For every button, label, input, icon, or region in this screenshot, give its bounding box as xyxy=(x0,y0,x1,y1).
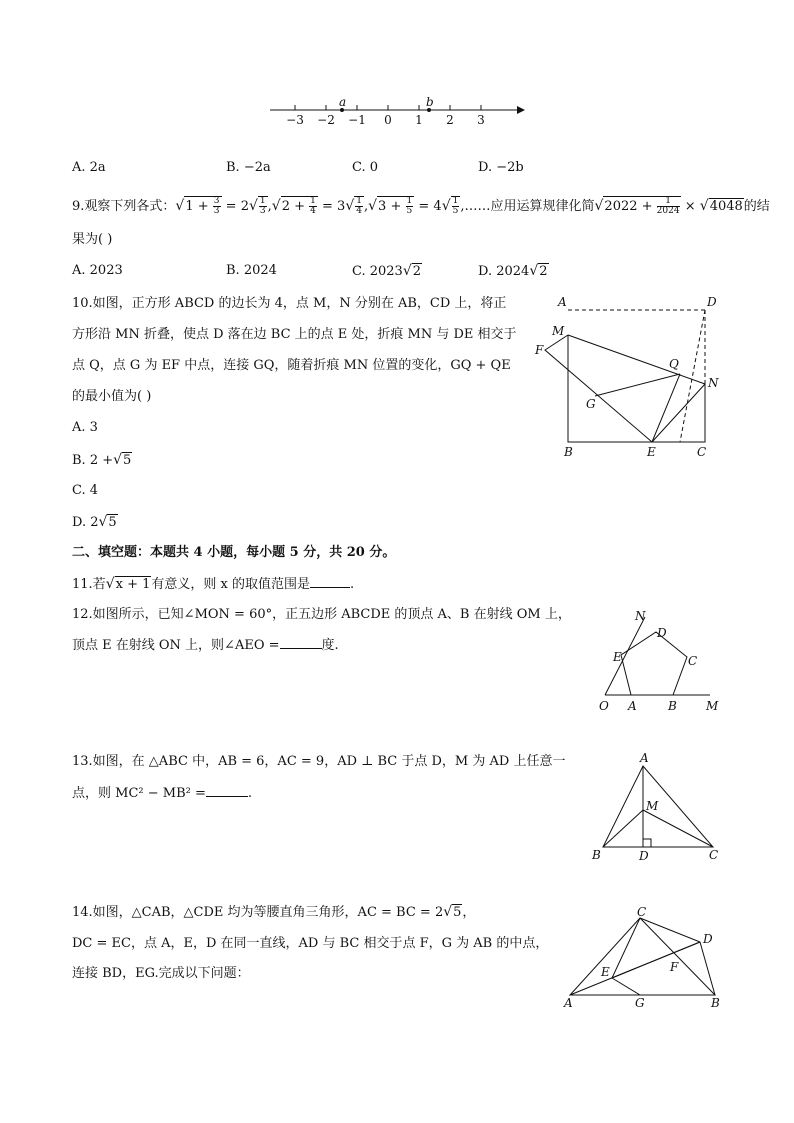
tick-label: −3 xyxy=(286,113,304,127)
q13-figure xyxy=(585,752,725,867)
svg-text:N: N xyxy=(635,609,646,623)
svg-text:G: G xyxy=(635,996,645,1010)
q10-line4: 的最小值为( ) xyxy=(72,389,152,404)
q10-option-c: C. 4 xyxy=(72,483,99,498)
tick-label: 0 xyxy=(384,113,392,127)
q14-line1: 14.如图，△CAB，△CDE 均为等腰直角三角形，AC = BC = 2√5， xyxy=(72,904,476,920)
point-a-label: a xyxy=(339,95,347,109)
svg-text:C: C xyxy=(709,848,719,862)
section-heading: 二、填空题：本题共 4 小题，每小题 5 分，共 20 分。 xyxy=(72,545,396,560)
tick-label: −1 xyxy=(348,113,366,127)
q11: 11.若√x + 1有意义，则 x 的取值范围是 . xyxy=(72,576,355,592)
q9-option-b: B. 2024 xyxy=(226,263,277,278)
tick-label: 1 xyxy=(415,113,423,127)
svg-text:M: M xyxy=(646,799,659,813)
svg-text:G: G xyxy=(586,397,596,411)
svg-text:B: B xyxy=(592,848,601,862)
q10-line3: 点 Q，点 G 为 EF 中点，连接 GQ，随着折痕 MN 位置的变化，GQ + QE xyxy=(72,358,511,373)
svg-text:D: D xyxy=(657,626,667,640)
svg-text:B: B xyxy=(711,996,720,1010)
tick-label: −2 xyxy=(317,113,335,127)
tick-label: 3 xyxy=(477,113,485,127)
svg-text:O: O xyxy=(599,699,609,713)
q13-line2: 点，则 MC² − MB² = . xyxy=(72,786,253,801)
svg-text:C: C xyxy=(688,654,698,668)
svg-text:M: M xyxy=(552,324,565,338)
svg-text:C: C xyxy=(637,905,647,919)
q12-line2: 顶点 E 在射线 ON 上，则∠AEO = 度. xyxy=(72,638,339,653)
svg-text:E: E xyxy=(613,650,622,664)
q10-option-b: B. 2 +√5 xyxy=(72,452,132,468)
q14-line3: 连接 BD，EG.完成以下问题： xyxy=(72,966,250,981)
svg-text:A: A xyxy=(640,751,649,765)
q12-figure xyxy=(590,605,730,720)
q10-line2: 方形沿 MN 折叠，使点 D 落在边 BC 上的点 E 处，折痕 MN 与 DE 相交于 xyxy=(72,327,517,342)
q9-option-a: A. 2023 xyxy=(72,263,123,278)
q8-option-b: B. −2a xyxy=(226,160,271,175)
q8-option-a: A. 2a xyxy=(72,160,106,175)
q8-option-d: D. −2b xyxy=(478,160,524,175)
q12-line1: 12.如图所示，已知∠MON = 60°，正五边形 ABCDE 的顶点 A、B 在射线 OM 上， xyxy=(72,607,571,622)
q10-figure xyxy=(530,290,730,465)
svg-text:Q: Q xyxy=(669,357,679,371)
q9-line2: 果为( ) xyxy=(72,232,113,247)
svg-text:M: M xyxy=(706,699,719,713)
q9-option-d: D. 2024√2 xyxy=(478,263,548,279)
q14-figure xyxy=(560,905,735,1015)
q8-option-c: C. 0 xyxy=(352,160,379,175)
svg-text:B: B xyxy=(564,445,573,459)
q10-option-d: D. 2√5 xyxy=(72,514,117,530)
svg-text:D: D xyxy=(703,932,713,946)
q9-option-c: C. 2023√2 xyxy=(352,263,422,279)
svg-text:F: F xyxy=(670,960,679,974)
q10-option-a: A. 3 xyxy=(72,420,98,435)
svg-text:A: A xyxy=(558,295,567,309)
svg-text:C: C xyxy=(697,445,707,459)
q9-line1: 9.观察下列各式：√1 + $\frac{3}{3}$ = 2√ $\frac{1}{3}$ ,√2 + $\frac{1}{4}$ = 3√ $\frac{1}{4}$ ,√3 + $\frac{1}{5}$ = 4√ $\frac{1}{5}$ ,……应用运算规律化简√2022 + $\frac{1}{2024}$ × √4048的结 xyxy=(72,196,770,216)
svg-text:F: F xyxy=(535,343,544,357)
q14-line2: DC = EC，点 A，E，D 在同一直线，AD 与 BC 相交于点 F，G 为 AB 的中点， xyxy=(72,936,549,951)
svg-text:D: D xyxy=(707,295,717,309)
point-b-label: b xyxy=(426,95,434,109)
svg-text:E: E xyxy=(647,445,656,459)
svg-text:A: A xyxy=(564,996,573,1010)
svg-text:B: B xyxy=(668,699,677,713)
number-line xyxy=(265,95,530,130)
svg-text:A: A xyxy=(628,699,637,713)
svg-text:D: D xyxy=(639,849,649,863)
q9-prefix: 9.观察下列各式： xyxy=(72,199,176,214)
svg-text:E: E xyxy=(601,965,610,979)
q10-line1: 10.如图，正方形 ABCD 的边长为 4，点 M，N 分别在 AB，CD 上，将正 xyxy=(72,296,507,311)
q13-line1: 13.如图，在 △ABC 中，AB = 6，AC = 9，AD ⊥ BC 于点 D，M 为 AD 上任意一 xyxy=(72,754,566,769)
svg-text:N: N xyxy=(708,376,719,390)
tick-label: 2 xyxy=(446,113,454,127)
